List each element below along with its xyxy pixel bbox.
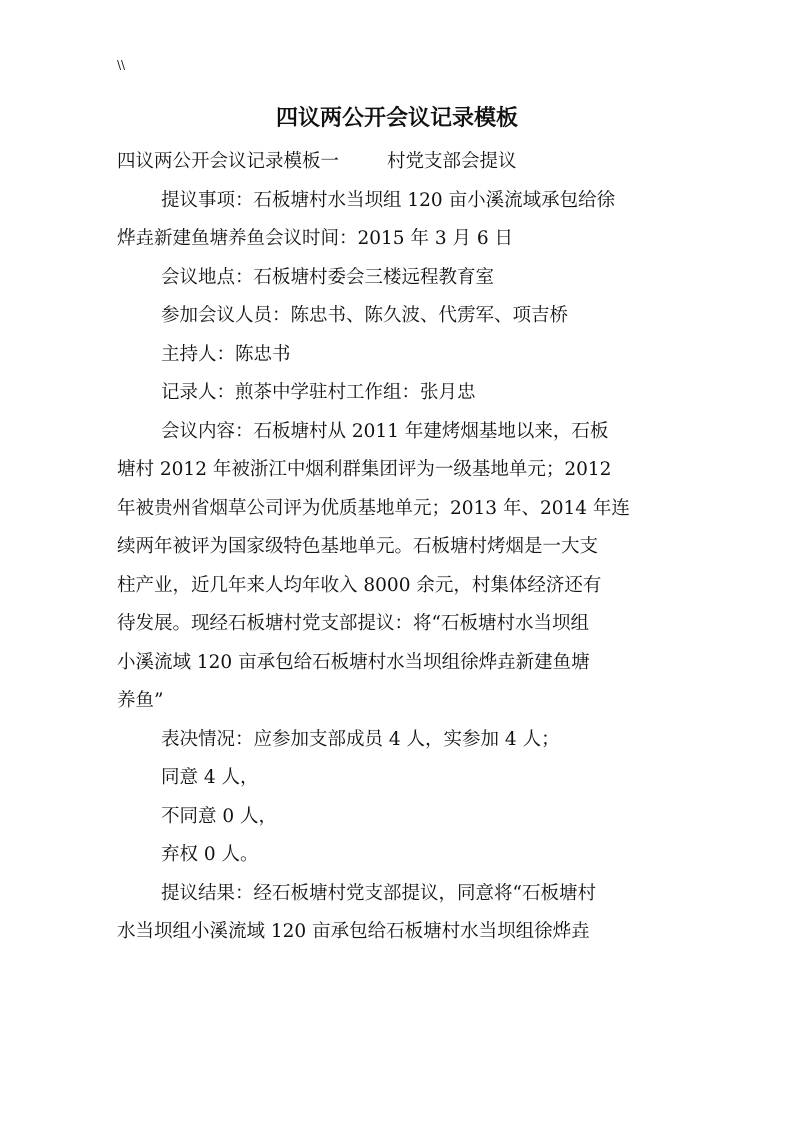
paragraph-line: 不同意 0 人， <box>161 805 278 827</box>
paragraph-line: 年被贵州省烟草公司评为优质基地单元；2013 年、2014 年连 <box>117 497 630 519</box>
document-title: 四议两公开会议记录模板 <box>275 105 518 131</box>
paragraph-line: 柱产业，近几年来人均年收入 8000 余元，村集体经济还有 <box>117 574 602 596</box>
paragraph-line: 参加会议人员：陈忠书、陈久波、代雳军、项吉桥 <box>161 305 569 326</box>
paragraph-line: 提议事项：石板塘村水当坝组 120 亩小溪流域承包给徐 <box>161 189 616 211</box>
paragraph-line: 同意 4 人， <box>161 767 259 788</box>
paragraph-line: 记录人：煎茶中学驻村工作组：张月忠 <box>161 382 476 403</box>
paragraph-line: 小溪流域 120 亩承包给石板塘村水当坝组徐烨垚新建鱼塘 <box>117 651 590 673</box>
subheading-line <box>117 143 677 182</box>
subheading-right: 村党支部会提议 <box>387 151 517 172</box>
corner-mark: \\ <box>117 58 126 72</box>
paragraph-line: 烨垚新建鱼塘养鱼会议时间：2015 年 3 月 6 日 <box>117 228 514 249</box>
paragraph-line: 塘村 2012 年被浙江中烟利群集团评为一级基地单元；2012 <box>117 459 612 480</box>
paragraph-line: 会议地点：石板塘村委会三楼远程教育室 <box>161 266 495 288</box>
paragraph-line: 续两年被评为国家级特色基地单元。石板塘村烤烟是一大支 <box>117 536 599 557</box>
document-body <box>117 143 677 952</box>
paragraph-line: 水当坝组小溪流域 120 亩承包给石板塘村水当坝组徐烨垚 <box>117 921 590 942</box>
paragraph-line: 提议结果：经石板塘村党支部提议，同意将“石板塘村 <box>161 882 596 904</box>
paragraph-line: 会议内容：石板塘村从 2011 年建烤烟基地以来，石板 <box>161 420 609 442</box>
paragraph-line: 弃权 0 人。 <box>161 844 259 865</box>
subheading-left: 四议两公开会议记录模板一 <box>117 151 340 172</box>
paragraph-line: 养鱼” <box>117 690 164 711</box>
paragraph-line: 待发展。现经石板塘村党支部提议：将“石板塘村水当坝组 <box>117 613 589 634</box>
paragraph-line: 主持人：陈忠书 <box>161 343 291 365</box>
paragraph-line: 表决情况：应参加支部成员 4 人，实参加 4 人； <box>161 728 560 750</box>
